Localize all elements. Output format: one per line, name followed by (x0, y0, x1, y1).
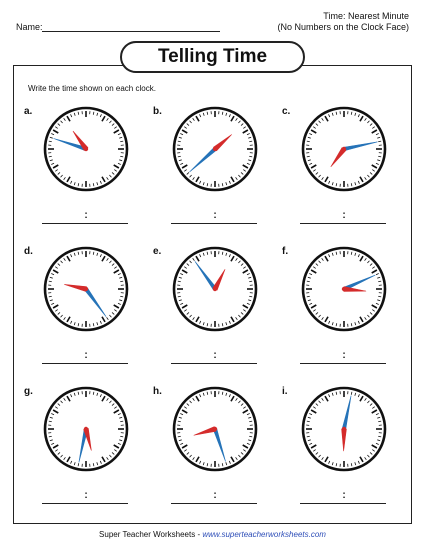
answer-line[interactable] (42, 503, 128, 504)
answer-line[interactable] (171, 503, 257, 504)
answer-line[interactable] (300, 223, 386, 224)
center-pin (213, 427, 217, 431)
clock-face (153, 246, 277, 346)
topic-line-2: (No Numbers on the Clock Face) (277, 22, 409, 32)
answer-colon: : (213, 210, 217, 221)
answer-colon: : (342, 490, 346, 501)
clock-face (282, 386, 406, 486)
clock-letter: g. (24, 386, 33, 397)
topic-heading (277, 11, 409, 33)
answer-line[interactable] (42, 223, 128, 224)
page-title: Telling Time (120, 41, 305, 73)
clock-face (153, 386, 277, 486)
footer-link[interactable]: www.superteacherworksheets.com (202, 530, 326, 539)
clock-item (24, 106, 148, 256)
clock-face (24, 106, 148, 206)
answer-colon: : (84, 350, 88, 361)
clock-item (153, 246, 277, 396)
answer-line[interactable] (171, 363, 257, 364)
clock-letter: e. (153, 246, 162, 257)
clock-item (153, 106, 277, 256)
center-pin (213, 287, 217, 291)
clock-item (282, 106, 406, 256)
center-pin (84, 287, 88, 291)
clock-face (282, 106, 406, 206)
clock-letter: f. (282, 246, 289, 257)
answer-line[interactable] (300, 503, 386, 504)
answer-colon: : (342, 350, 346, 361)
answer-line[interactable] (300, 363, 386, 364)
clock-item (24, 246, 148, 396)
clock-item (24, 386, 148, 536)
name-label: Name: (16, 22, 43, 32)
topic-line-1: Time: Nearest Minute (323, 11, 409, 21)
clock-face (24, 246, 148, 346)
center-pin (342, 427, 346, 431)
answer-line[interactable] (42, 363, 128, 364)
clock-face (282, 246, 406, 346)
center-pin (84, 147, 88, 151)
clock-face (153, 106, 277, 206)
footer (0, 530, 425, 539)
name-line (42, 31, 220, 32)
answer-colon: : (84, 210, 88, 221)
clock-letter: d. (24, 246, 33, 257)
clock-letter: c. (282, 106, 291, 117)
footer-text: Super Teacher Worksheets - (99, 530, 203, 539)
clock-item (282, 246, 406, 396)
answer-colon: : (213, 350, 217, 361)
center-pin (342, 287, 346, 291)
center-pin (213, 147, 217, 151)
answer-colon: : (84, 490, 88, 501)
clock-letter: a. (24, 106, 33, 117)
clock-letter: h. (153, 386, 162, 397)
center-pin (342, 147, 346, 151)
answer-colon: : (342, 210, 346, 221)
clock-letter: i. (282, 386, 288, 397)
clock-letter: b. (153, 106, 162, 117)
instructions: Write the time shown on each clock. (28, 84, 156, 93)
clock-face (24, 386, 148, 486)
clock-item (282, 386, 406, 536)
answer-colon: : (213, 490, 217, 501)
center-pin (84, 427, 88, 431)
clock-item (153, 386, 277, 536)
answer-line[interactable] (171, 223, 257, 224)
